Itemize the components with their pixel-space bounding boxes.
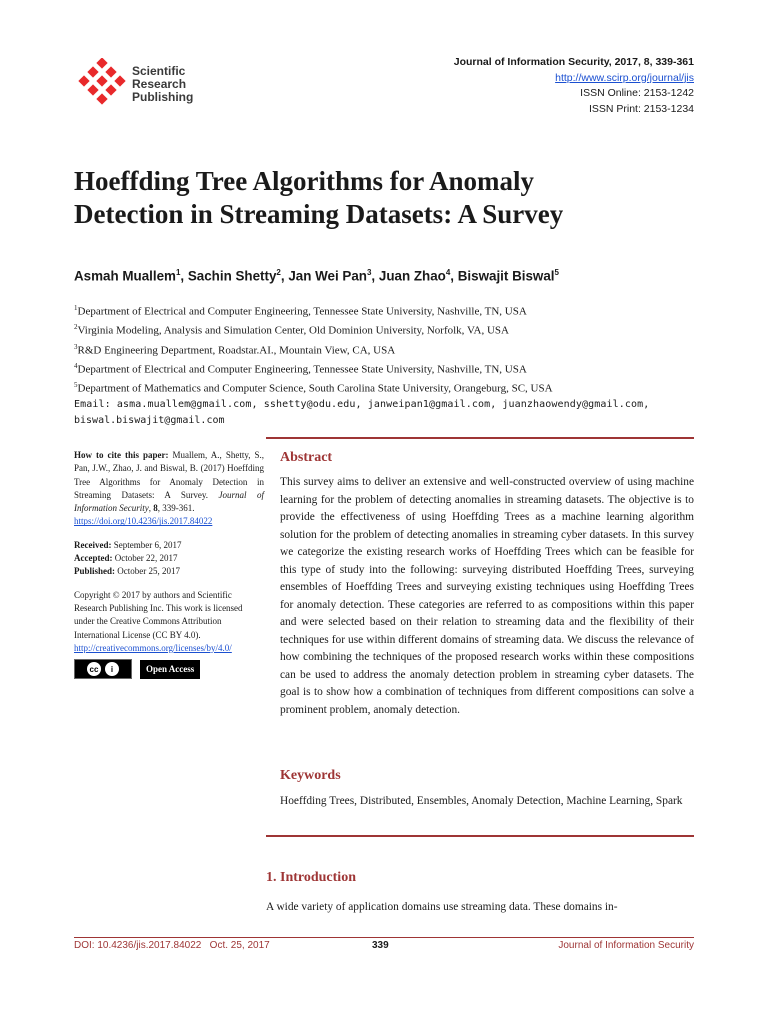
cite-pages: , 339-361. <box>157 503 195 514</box>
accepted-label: Accepted: <box>74 553 113 564</box>
author-name: Juan Zhao <box>378 268 446 284</box>
page-footer <box>74 940 694 951</box>
author-sup: 3 <box>366 268 372 277</box>
cc-by-badge[interactable] <box>74 659 132 679</box>
author-sup: 2 <box>276 268 281 277</box>
affiliation-item: $^1$Department of Electrical and Computer Engineering, Tennessee State University, Nashville, TN, USA <box>74 304 527 318</box>
cite-text: Muallem, A., Shetty, S., Pan, J.W., Zhao, J. and Biswal, B. (2017) Hoeffding Tree Algorithms for Anomaly Detection in Streaming Datasets: A Survey. <box>74 450 264 500</box>
doi-link[interactable]: https://doi.org/10.4236/jis.2017.84022 <box>74 516 213 527</box>
author-name: Asmah Muallem <box>74 268 176 284</box>
affiliation-item: $^4$Department of Electrical and Computer Engineering, Tennessee State University, Nashville, TN, USA <box>74 361 527 376</box>
intro-text: A wide variety of application domains use streaming data. These domains in- <box>266 901 618 913</box>
received-label: Received: <box>74 539 112 550</box>
journal-citation: Journal of Information Security, 2017, 8, 339-361 <box>453 56 694 68</box>
open-access-badge: Open Access <box>140 660 200 679</box>
publisher-logo-mark <box>76 58 130 112</box>
copyright-block <box>74 589 264 679</box>
abstract-text: This survey aims to deliver an extensive and well-constructed overview of using machine learning for the problem of detecting anomalies in streaming datasets. The objective is to provide the effectiveness of using Hoeffding Trees as a machine learning algorithm solution for the problem of detecting anomalies in streaming cyber datasets. In this survey we categorize the existing research works of Hoeffding Trees which can be feasible for this type of study into the following: surveying distributed Hoeffding Trees, surveying ensembles of Hoeffding Trees and surveying existing techniques using Hoeffding Trees for anomaly detection. These categories are referred to as compositions within this paper and were selected based on their relation to streaming data and the flexibility of their techniques for use within different domains of streaming data. We discuss the relevance of how combining the techniques of the proposed research works within these compositions can be used to address the anomaly detection problem in streaming cyber datasets. The goal is to show how a combination of techniques from different compositions can solve a prominent problem, anomaly detection. <box>280 476 694 716</box>
publisher-name-line2: Research <box>132 77 187 91</box>
abstract-top-rule <box>266 437 694 439</box>
keywords-text: Hoeffding Trees, Distributed, Ensembles, Anomaly Detection, Machine Learning, Spark <box>280 795 683 807</box>
published-label: Published: <box>74 566 116 577</box>
paper-title <box>74 165 674 231</box>
paper-title-line2: Detection in Streaming Datasets: A Survey <box>74 199 564 229</box>
author-sup: 1 <box>175 268 181 277</box>
license-link[interactable]: http://creativecommons.org/licenses/by/4.0/ <box>74 642 232 653</box>
issn-online: ISSN Online: 2153-1242 <box>580 87 694 99</box>
license-badges <box>74 659 264 679</box>
author-sup: 4 <box>445 268 451 277</box>
author-name: Sachin Shetty <box>187 268 277 284</box>
keywords-heading: Keywords <box>280 768 341 783</box>
copyright-text: Copyright © 2017 by authors and Scientific Research Publishing Inc. This work is licensed under the Creative Commons Attribution International License (CC BY 4.0). <box>74 589 243 640</box>
published-date: October 25, 2017 <box>117 566 181 577</box>
issn-print: ISSN Print: 2153-1234 <box>588 102 694 115</box>
paper-title-line1: Hoeffding Tree Algorithms for Anomaly <box>74 166 534 196</box>
abstract-heading: Abstract <box>280 450 333 465</box>
affiliation-item: $^2$Virginia Modeling, Analysis and Simulation Center, Old Dominion University, Norfolk, VA, USA <box>74 323 509 337</box>
author-list: Asmah Muallem$^1$, Sachin Shetty$^2$, Jan Wei Pan$^3$, Juan Zhao$^4$, Biswajit Biswal$^5$ <box>74 268 559 284</box>
email-line1: Email: asma.muallem@gmail.com, sshetty@odu.edu, janweipan1@gmail.com, juanzhaowendy@gmail.com, <box>74 399 650 411</box>
cite-journal: Journal of Information Security <box>74 489 264 514</box>
publisher-name-line3: Publishing <box>132 90 194 104</box>
cc-icon: cc <box>87 662 101 676</box>
cite-volume: 8 <box>153 503 158 514</box>
author-name: Biswajit Biswal <box>457 268 555 284</box>
article-dates <box>74 539 264 579</box>
affiliations <box>74 301 674 428</box>
affiliation-item: $^5$Department of Mathematics and Computer Science, South Carolina State University, Orangeburg, SC, USA <box>74 381 553 395</box>
publisher-name-line1: Scientific <box>132 64 186 78</box>
left-sidebar <box>74 449 264 689</box>
author-sup: 5 <box>554 268 559 277</box>
accepted-date: October 22, 2017 <box>114 553 178 564</box>
journal-url-link[interactable]: http://www.scirp.org/journal/jis <box>555 71 694 84</box>
email-line2: biswal.biswajit@gmail.com <box>74 414 225 426</box>
by-icon: i <box>105 662 119 676</box>
publisher-logo <box>76 58 206 110</box>
author-name: Jan Wei Pan <box>288 268 367 284</box>
cite-label: How to cite this paper: <box>74 450 169 460</box>
footer-rule <box>74 937 694 938</box>
how-to-cite: How to cite this paper: Muallem, A., Shetty, S., Pan, J.W., Zhao, J. and Biswal, B. (2017) Hoeffding Tree Algorithms for Anomaly Detection in Streaming Datasets: A Survey. Journal of Information Security, 8, 339-361. https://doi.org/10.4236/jis.2017.84022 <box>74 449 264 529</box>
footer-doi: DOI: 10.4236/jis.2017.84022 <box>74 940 202 951</box>
footer-date: Oct. 25, 2017 <box>209 940 270 951</box>
keywords-bottom-rule <box>266 835 694 837</box>
intro-heading: 1. Introduction <box>266 870 356 885</box>
footer-journal: Journal of Information Security <box>558 940 694 951</box>
affiliation-item: $^3$R&D Engineering Department, Roadstar.AI., Mountain View, CA, USA <box>74 342 396 357</box>
journal-info <box>454 55 694 117</box>
page-number: 339 <box>372 940 389 951</box>
received-date: September 6, 2017 <box>113 539 182 550</box>
